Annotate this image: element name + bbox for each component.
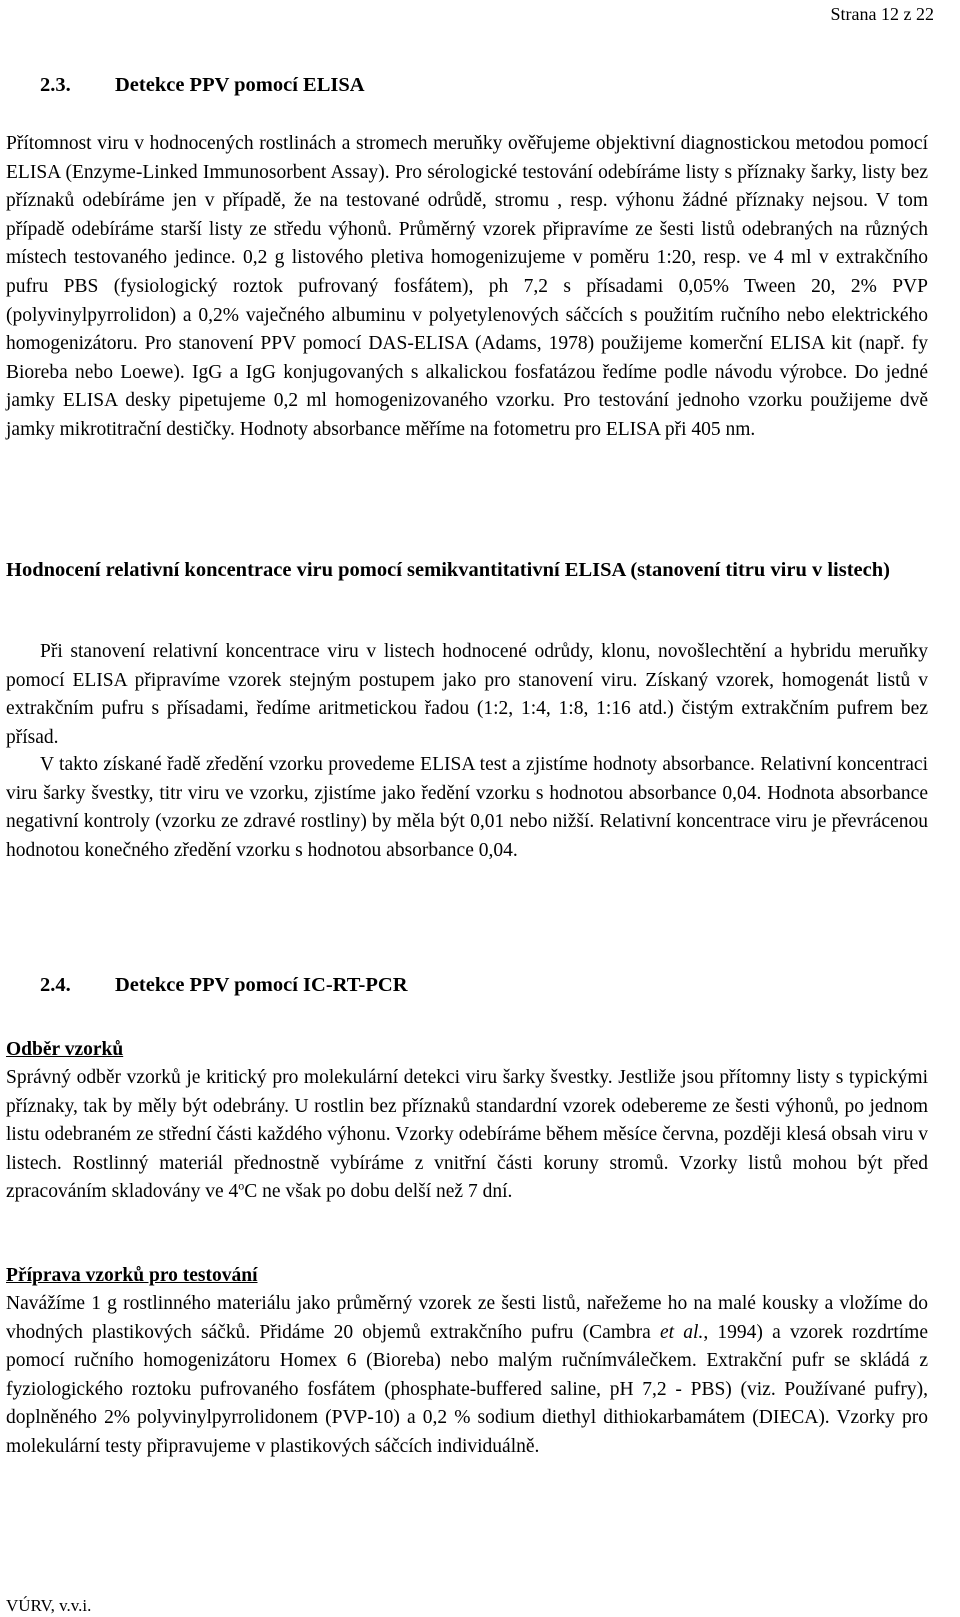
subsection-title-odber: Odběr vzorků [6,1039,124,1060]
text-priprava-rest: , 1994) a vzorek rozdrtíme pomocí ručního homogenizátoru Homex 6 (Bioreba) nebo malým ručnímválečkem. Extrakční pufr se skládá z fyziologického roztoku pufrovaného fosfátem (phosphate-buffered saline, pH 7,2 - PBS) (viz. Používané pufry), doplněného 2% polyvinylpyrrolidonem (PVP-10) a 0,2 % sodium diethyl dithiokarbamátem (DIECA). Vzorky pro molekulární testy připravujeme v plastikových sáčcích individuálně. [6,1321,928,1457]
subsection-title-priprava: Příprava vzorků pro testování [6,1265,258,1286]
section-number: 2.3. [40,74,71,96]
paragraph-titr-1: Při stanovení relativní koncentrace viru v listech hodnocené odrůdy, klonu, novošlechtění a hybridu meruňky pomocí ELISA připravíme vzorek stejným postupem jako pro stanovení viru. Získaný vzorek, homogenát listů v extrakčním pufru s přísadami, ředíme aritmetickou řadou (1:2, 1:4, 1:8, 1:16 atd.) čistým extrakčním pufrem bez přísad. [6,641,928,748]
paragraph-elisa-method: Přítomnost viru v hodnocených rostlinách a stromech meruňky ověřujeme objektivní diagnostickou metodou pomocí ELISA (Enzyme-Linked Immunosorbent Assay). Pro sérologické testování odebíráme listy s příznaky šarky, listy bez příznaků odebíráme jen v případě, že na testované odrůdě, stromu , resp. výhonu žádné příznaky nejsou. V tom případě odebíráme starší listy ze středu výhonů. Průměrný vzorek připravíme ze šesti listů odebraných na různých místech testovaného jedince. 0,2 g listového pletiva homogenizujeme v poměru 1:20, resp. ve 4 ml v extrakčního pufru PBS (fysiologický roztok pufrovaný fosfátem), ph 7,2 s přísadami 0,05% Tween 20, 2% PVP (polyvinylpyrrolidon) a 0,2% vaječného albuminu v polyetylenových sáčcích s použitím ručního nebo elektrického homogenizátoru. Pro stanovení PPV pomocí DAS-ELISA (Adams, 1978) použijeme komerční ELISA kit (např. fy Bioreba nebo Loewe). IgG a IgG konjugovaných s alkalickou fosfatázou ředíme podle návodu výrobce. Do jedné jamky ELISA desky pipetujeme 0,2 ml homogenizovaného vzorku. Pro testování jednoho vzorku použijeme dvě jamky mikrotitrační destičky. Hodnoty absorbance měříme na fotometru pro ELISA při 405 nm. [6,133,928,440]
degree-superscript: o [238,1178,245,1193]
paragraph-titr-2: V takto získané řadě zředění vzorku provedeme ELISA test a zjistíme hodnoty absorbance. Relativní koncentraci viru šarky švestky, titr viru ve vzorku, zjistíme jako ředění vzorku s hodnotou absorbance 0,04. Hodnota absorbance negativní kontroly (vzorku ze zdravé rostliny) by měla být 0,01 nebo nižší. Relativní koncentrace viru je převrácenou hodnotou konečného zředění vzorku s hodnotou absorbance 0,04. [6,754,928,861]
page-footer: VÚRV, v.v.i. [6,1596,92,1615]
section-number: 2.4. [40,974,71,996]
subsection-title-titr: Hodnocení relativní koncentrace viru pomocí semikvantitativní ELISA (stanovení titru viru v listech) [6,559,890,581]
text-et-al: et al. [660,1321,704,1343]
section-heading-2-4 [40,971,408,999]
text-priprava-start: Navážíme 1 g rostlinného materiálu jako průměrný vzorek ze šesti listů, nařežeme ho na malé kousky a vložíme do vhodných plastikových sáčků. Přidáme 20 objemů extrakčního pufru (Cambra [6,1293,928,1343]
text-odber-end: C ne však po dobu delší než 7 dní. [244,1181,513,1203]
section-title: Detekce PPV pomocí IC-RT-PCR [115,974,408,996]
text-odber-main: Správný odběr vzorků je kritický pro molekulární detekci viru šarky švestky. Jestliže jsou přítomny listy s typickými příznaky, tak by měly být odebrány. U rostlin bez příznaků standardní vzorek odebereme ze šesti výhonů, po jednom listu odebraném ze střední části každého výhonu. Vzorky odebíráme během měsíce června, později klesá obsah viru v listech. Rostlinný materiál přednostně vybíráme z vnitřní části koruny stromů. Vzorky listů mohou být před zpracováním skladovány ve 4 [6,1067,928,1203]
paragraph-priprava [6,1290,928,1462]
section-title: Detekce PPV pomocí ELISA [115,74,365,96]
page-number: Strana 12 z 22 [830,4,934,24]
section-heading-2-3 [40,71,365,99]
paragraph-odber [6,1064,928,1207]
